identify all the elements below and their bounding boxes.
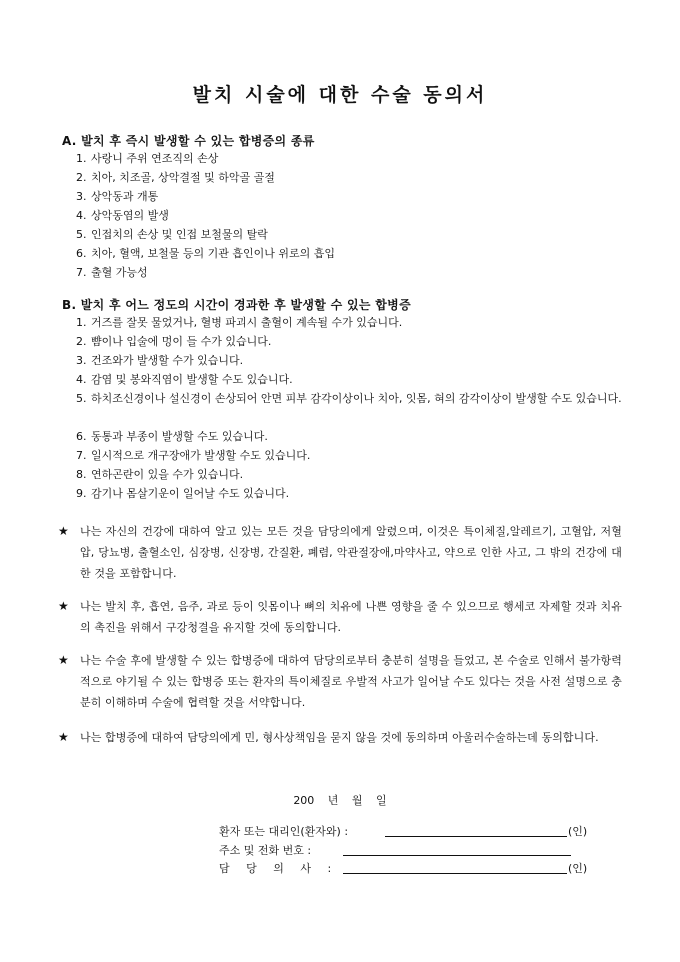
section-b-item: 5. 하치조신경이나 설신경이 손상되어 안면 피부 감각이상이나 치아, 잇몸, 혀의 감각이상이 발생할 수도 있습니다. — [76, 392, 622, 405]
patient-signature-line[interactable] — [385, 836, 567, 837]
star-icon: ★ — [58, 653, 69, 667]
patient-signature-label: 환자 또는 대리인(환자와) : — [219, 825, 349, 838]
section-b-item: 7. 일시적으로 개구장애가 발생할 수도 있습니다. — [76, 449, 311, 462]
doctor-signature-label: 담 당 의 사 : — [219, 862, 332, 875]
consent-statement: ★ 나는 합병증에 대하여 담당의에게 민, 형사상책임을 묻지 않을 것에 동의하며 아울러수술하는데 동의합니다. — [58, 727, 622, 748]
consent-statement: ★ 나는 자신의 건강에 대하여 알고 있는 모든 것을 담당의에게 알렸으며, 이것은 특이체질,알레르기, 고혈압, 저혈압, 당뇨병, 출혈소인, 심장병, 신장병, 간질환, 폐렴, 악관절장애,마약사고, 약으로 인한 사고, 그 밖의 건강에 대한 것을 포함합니다. — [58, 521, 622, 584]
date-line: 200 년 월 일 — [293, 794, 387, 807]
patient-seal-mark: (인) — [568, 825, 588, 838]
section-b-item: 1. 거즈를 잘못 물었거나, 혈병 파괴시 출혈이 계속될 수가 있습니다. — [76, 316, 403, 329]
address-phone-line[interactable] — [343, 855, 571, 856]
section-a-item: 7. 출혈 가능성 — [76, 266, 148, 279]
star-icon: ★ — [58, 730, 69, 744]
star-icon: ★ — [58, 599, 69, 613]
section-b-item: 4. 감염 및 봉와직염이 발생할 수도 있습니다. — [76, 373, 293, 386]
section-a-item: 4. 상악동염의 발생 — [76, 209, 169, 222]
section-a-item: 5. 인접치의 손상 및 인접 보철물의 탈락 — [76, 228, 268, 241]
section-a-item: 3. 상악동과 개통 — [76, 190, 159, 203]
doctor-seal-mark: (인) — [568, 862, 588, 875]
section-b-item: 6. 동통과 부종이 발생할 수도 있습니다. — [76, 430, 268, 443]
section-b-item: 9. 감기나 몸살기운이 일어날 수도 있습니다. — [76, 487, 290, 500]
section-a-item: 2. 치아, 치조골, 상악결절 및 하악골 골절 — [76, 171, 275, 184]
consent-statement: ★ 나는 수술 후에 발생할 수 있는 합병증에 대하여 담당의로부터 충분히 설명을 들었고, 본 수술로 인해서 불가항력적으로 야기될 수 있는 합병증 또는 환자의 특이체질로 우발적 사고가 일어날 수도 있다는 것을 사전 설명으로 충분히 이해하며 수술에 협력할 것을 서약합니다. — [58, 650, 622, 713]
doctor-signature-line[interactable] — [343, 873, 567, 874]
consent-statement: ★ 나는 발치 후, 흡연, 음주, 과로 등이 잇몸이나 뼈의 치유에 나쁜 영향을 줄 수 있으므로 행세코 자제할 것과 치유의 촉진을 위해서 구강청결을 유지할 것에 동의합니다. — [58, 596, 622, 638]
document-title: 발치 시술에 대한 수술 동의서 — [192, 84, 488, 106]
section-b-item: 3. 건조와가 발생할 수가 있습니다. — [76, 354, 244, 367]
section-b-heading: B. 발치 후 어느 정도의 시간이 경과한 후 발생할 수 있는 합병증 — [62, 298, 411, 312]
section-a-item: 6. 치아, 혈액, 보철물 등의 기관 흡인이나 위로의 흡입 — [76, 247, 335, 260]
star-icon: ★ — [58, 524, 69, 538]
address-phone-label: 주소 및 전화 번호 : — [219, 844, 312, 857]
section-a-item: 1. 사랑니 주위 연조직의 손상 — [76, 152, 219, 165]
section-b-item: 8. 연하곤란이 있을 수가 있습니다. — [76, 468, 244, 481]
section-a-heading: A. 발치 후 즉시 발생할 수 있는 합병증의 종류 — [62, 134, 315, 148]
section-b-item: 2. 뺨이나 입술에 멍이 들 수가 있습니다. — [76, 335, 272, 348]
